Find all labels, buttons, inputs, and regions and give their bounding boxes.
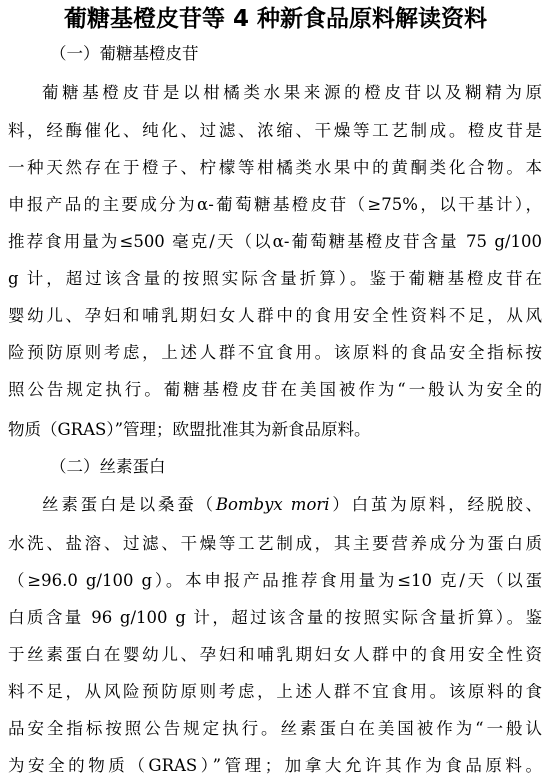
paragraph-line: 申报产品的主要成分为α-葡萄糖基橙皮苷（≥75%，以干基计）， bbox=[8, 195, 542, 214]
species-name: Bombyx mori bbox=[215, 495, 330, 514]
paragraph-line: 白质含量 96 g/100 g 计，超过该含量的按照实际含量折算）。鉴 bbox=[8, 608, 542, 627]
section-heading-silk-fibroin: （二）丝素蛋白 bbox=[50, 457, 166, 476]
paragraph-text: 丝素蛋白是以桑蚕（ bbox=[42, 495, 216, 514]
section-heading-glucosyl-hesperidin: （一）葡糖基橙皮苷 bbox=[50, 44, 199, 63]
paragraph-line: 为安全的物质（GRAS）”管理；加拿大允许其作为食品原料。 bbox=[8, 756, 542, 775]
paragraph-line: 于丝素蛋白在婴幼儿、孕妇和哺乳期妇女人群中的食用安全性资 bbox=[8, 645, 542, 664]
paragraph-line: 品安全指标按照公告规定执行。丝素蛋白在美国被作为“一般认 bbox=[8, 719, 542, 738]
paragraph-text: ）白茧为原料，经脱胶、 bbox=[329, 495, 543, 514]
paragraph-line: 水洗、盐溶、过滤、干燥等工艺制成，其主要营养成分为蛋白质 bbox=[8, 534, 542, 553]
paragraph-line: 险预防原则考虑，上述人群不宜食用。该原料的食品安全指标按 bbox=[8, 343, 542, 362]
paragraph-line: 物质（GRAS）”管理；欧盟批准其为新食品原料。 bbox=[8, 420, 371, 439]
paragraph-line: 推荐食用量为≤500 毫克/天（以α-葡萄糖基橙皮苷含量 75 g/100 bbox=[8, 232, 542, 251]
paragraph-line: 葡糖基橙皮苷是以柑橘类水果来源的橙皮苷以及糊精为原 bbox=[42, 83, 542, 102]
paragraph-line bbox=[42, 494, 542, 516]
paragraph-line: g 计，超过该含量的按照实际含量折算）。鉴于葡糖基橙皮苷在 bbox=[8, 269, 542, 288]
paragraph-line: 婴幼儿、孕妇和哺乳期妇女人群中的食用安全性资料不足，从风 bbox=[8, 306, 542, 325]
paragraph-line: 料不足，从风险预防原则考虑，上述人群不宜食用。该原料的食 bbox=[8, 682, 542, 701]
paragraph-line: 照公告规定执行。葡糖基橙皮苷在美国被作为“一般认为安全的 bbox=[8, 380, 542, 399]
paragraph-line: 一种天然存在于橙子、柠檬等柑橘类水果中的黄酮类化合物。本 bbox=[8, 158, 542, 177]
document-title: 葡糖基橙皮苷等 4 种新食品原料解读资料 bbox=[63, 6, 488, 32]
paragraph-line: （≥96.0 g/100 g）。本申报产品推荐食用量为≤10 克/天（以蛋 bbox=[8, 571, 542, 590]
paragraph-line: 料，经酶催化、纯化、过滤、浓缩、干燥等工艺制成。橙皮苷是 bbox=[8, 121, 542, 140]
